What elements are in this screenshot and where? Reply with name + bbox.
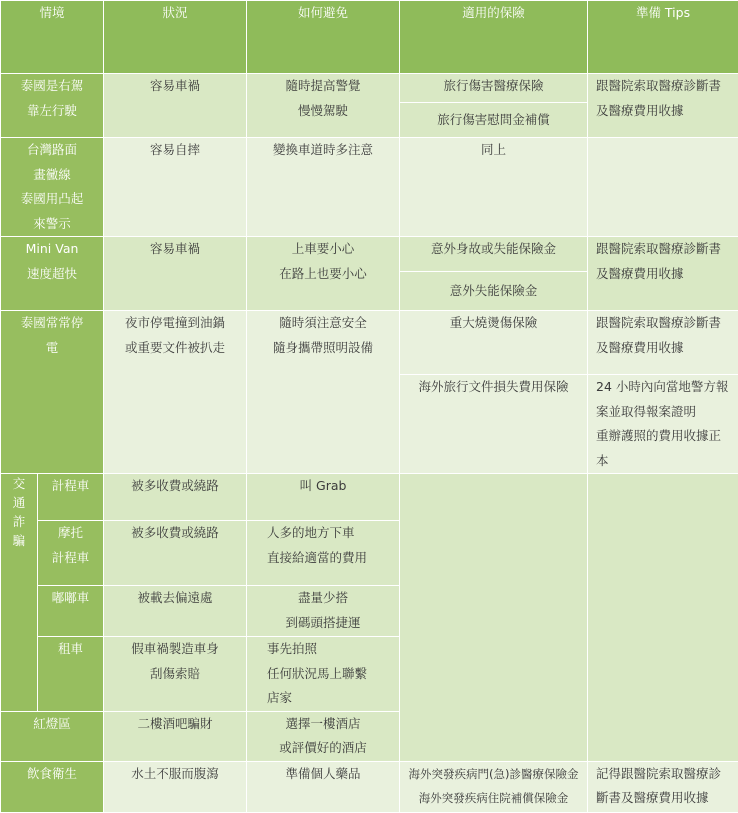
- situation-line: 電: [1, 336, 103, 361]
- tips-cell: [588, 761, 738, 812]
- status-line: 被多收費或繞路: [104, 521, 246, 546]
- header-situation: 情境: [1, 1, 104, 74]
- status-cell: [104, 138, 247, 237]
- status-cell: [104, 637, 247, 712]
- situation-cell: [1, 711, 104, 761]
- avoid-line: 選擇一樓酒店: [247, 712, 399, 737]
- avoid-cell: [247, 761, 400, 812]
- situation-line: Mini Van: [1, 237, 103, 262]
- avoid-line: 直接給適當的費用: [267, 546, 399, 571]
- tips-line: 斷書及醫療費用收據: [596, 786, 738, 811]
- tips-line: 跟醫院索取醫療診斷書: [596, 74, 738, 99]
- situation-line: 飲食衛生: [1, 762, 103, 787]
- table-row: [1, 138, 738, 237]
- subcategory-label: 租車: [38, 637, 103, 662]
- status-line: 或重要文件被扒走: [104, 336, 246, 361]
- status-cell: [104, 311, 247, 474]
- insurance-cell: [400, 375, 588, 474]
- situation-line: 泰國常常停: [1, 311, 103, 336]
- avoid-line: 人多的地方下車: [267, 521, 399, 546]
- avoid-line: 上車要小心: [247, 237, 399, 262]
- avoid-cell: [247, 237, 400, 311]
- avoid-cell: [247, 637, 400, 712]
- tips-line: 及醫療費用收據: [596, 262, 738, 287]
- tips-line: 跟醫院索取醫療診斷書: [596, 311, 738, 336]
- avoid-cell: [247, 311, 400, 474]
- tips-cell: [588, 138, 738, 237]
- tips-cell: [588, 237, 738, 311]
- insurance-cell: [400, 138, 588, 237]
- situation-line: 來警示: [1, 212, 103, 237]
- tips-line: 跟醫院索取醫療診斷書: [596, 237, 738, 262]
- subcategory-label: 摩托: [38, 521, 103, 546]
- insurance-cell: [400, 272, 588, 311]
- table-row: [1, 74, 738, 103]
- status-line: 被載去偏遠處: [104, 586, 246, 611]
- situation-line: 畫黴線: [1, 163, 103, 188]
- avoid-cell: [247, 74, 400, 138]
- insurance-line: 重大燒燙傷保險: [400, 311, 587, 336]
- tips-line: 本: [596, 449, 738, 474]
- tips-line: 及醫療費用收據: [596, 99, 738, 124]
- insurance-cell: [400, 103, 588, 138]
- status-cell: [104, 474, 247, 521]
- avoid-cell: [247, 138, 400, 237]
- situation-cell: [1, 311, 104, 474]
- insurance-line: 意外失能保險金: [400, 279, 587, 304]
- table-row: [1, 311, 738, 375]
- tips-cell: [588, 474, 738, 762]
- status-line: 刮傷索賠: [104, 662, 246, 687]
- table-row: [1, 474, 738, 521]
- subcategory-cell: [38, 474, 104, 521]
- subcategory-cell: [38, 586, 104, 637]
- subcategory-label: 計程車: [38, 474, 103, 499]
- avoid-line: 變換車道時多注意: [247, 138, 399, 163]
- table-row: [1, 761, 738, 812]
- insurance-line: 海外旅行文件損失費用保險: [400, 375, 587, 400]
- situation-cell: [1, 761, 104, 812]
- tips-line: 記得跟醫院索取醫療診: [596, 762, 738, 787]
- subcategory-cell: [38, 521, 104, 586]
- avoid-line: 到碼頭搭捷運: [247, 611, 399, 636]
- header-tips: 準備 Tips: [588, 1, 738, 74]
- situation-cell: [1, 237, 104, 311]
- avoid-line: 事先拍照: [267, 637, 399, 662]
- avoid-line: 店家: [267, 686, 399, 711]
- table-row: [1, 237, 738, 272]
- status-line: 容易自摔: [104, 138, 246, 163]
- situation-line: 靠左行駛: [1, 99, 103, 124]
- subcategory-cell: [38, 637, 104, 712]
- status-line: 夜市停電撞到油鍋: [104, 311, 246, 336]
- situation-line: 紅燈區: [1, 712, 103, 737]
- situation-line: 泰國是右駕: [1, 74, 103, 99]
- insurance-cell: [400, 311, 588, 375]
- status-line: 二樓酒吧騙財: [104, 712, 246, 737]
- scam-group-label: 交通詐騙: [12, 474, 26, 550]
- header-insurance: 適用的保險: [400, 1, 588, 74]
- insurance-cell: [400, 237, 588, 272]
- tips-line: 及醫療費用收據: [596, 336, 738, 361]
- avoid-line: 盡量少搭: [247, 586, 399, 611]
- status-cell: [104, 237, 247, 311]
- tips-line: 重辦護照的費用收據正: [596, 424, 738, 449]
- insurance-line: 旅行傷害醫療保險: [400, 74, 587, 99]
- tips-line: 案並取得報案證明: [596, 400, 738, 425]
- insurance-line: 海外突發疾病門(急)診醫療保險金: [400, 762, 587, 787]
- avoid-line: 叫 Grab: [247, 474, 399, 499]
- insurance-cell: [400, 474, 588, 762]
- status-line: 水土不服而腹瀉: [104, 762, 246, 787]
- status-line: 容易車禍: [104, 237, 246, 262]
- avoid-line: 隨時提高警覺: [247, 74, 399, 99]
- status-cell: [104, 521, 247, 586]
- insurance-line: 意外身故或失能保險金: [400, 237, 587, 262]
- situation-cell: [1, 138, 104, 237]
- insurance-cell: [400, 74, 588, 103]
- situation-cell: [1, 74, 104, 138]
- situation-line: 速度超快: [1, 262, 103, 287]
- header-avoid: 如何避免: [247, 1, 400, 74]
- tips-cell: [588, 311, 738, 375]
- avoid-cell: [247, 711, 400, 761]
- avoid-line: 在路上也要小心: [247, 262, 399, 287]
- insurance-line: 海外突發疾病住院補償保險金: [400, 786, 587, 811]
- avoid-line: 慢慢駕駛: [247, 99, 399, 124]
- avoid-line: 或評價好的酒店: [247, 736, 399, 761]
- scam-group-cell: [1, 474, 38, 712]
- status-line: 假車禍製造車身: [104, 637, 246, 662]
- avoid-cell: [247, 474, 400, 521]
- status-line: 被多收費或繞路: [104, 474, 246, 499]
- avoid-line: 任何狀況馬上聯繫: [267, 662, 399, 687]
- tips-cell: [588, 375, 738, 474]
- subcategory-label: 計程車: [38, 546, 103, 571]
- status-line: 容易車禍: [104, 74, 246, 99]
- header-status: 狀況: [104, 1, 247, 74]
- avoid-line: 隨身攜帶照明設備: [247, 336, 399, 361]
- avoid-line: 隨時須注意安全: [247, 311, 399, 336]
- header-row: [1, 1, 738, 74]
- tips-cell: [588, 74, 738, 138]
- subcategory-label: 嘟嘟車: [38, 586, 103, 611]
- avoid-cell: [247, 521, 400, 586]
- situation-line: 泰國用凸起: [1, 187, 103, 212]
- status-cell: [104, 586, 247, 637]
- status-cell: [104, 761, 247, 812]
- insurance-line: 同上: [400, 138, 587, 163]
- insurance-cell: [400, 761, 588, 812]
- avoid-cell: [247, 586, 400, 637]
- status-cell: [104, 74, 247, 138]
- situation-line: 台灣路面: [1, 138, 103, 163]
- status-cell: [104, 711, 247, 761]
- avoid-line: 準備個人藥品: [247, 762, 399, 787]
- insurance-line: 旅行傷害慰問金補償: [400, 108, 587, 133]
- tips-line: 24 小時內向當地警方報: [596, 375, 738, 400]
